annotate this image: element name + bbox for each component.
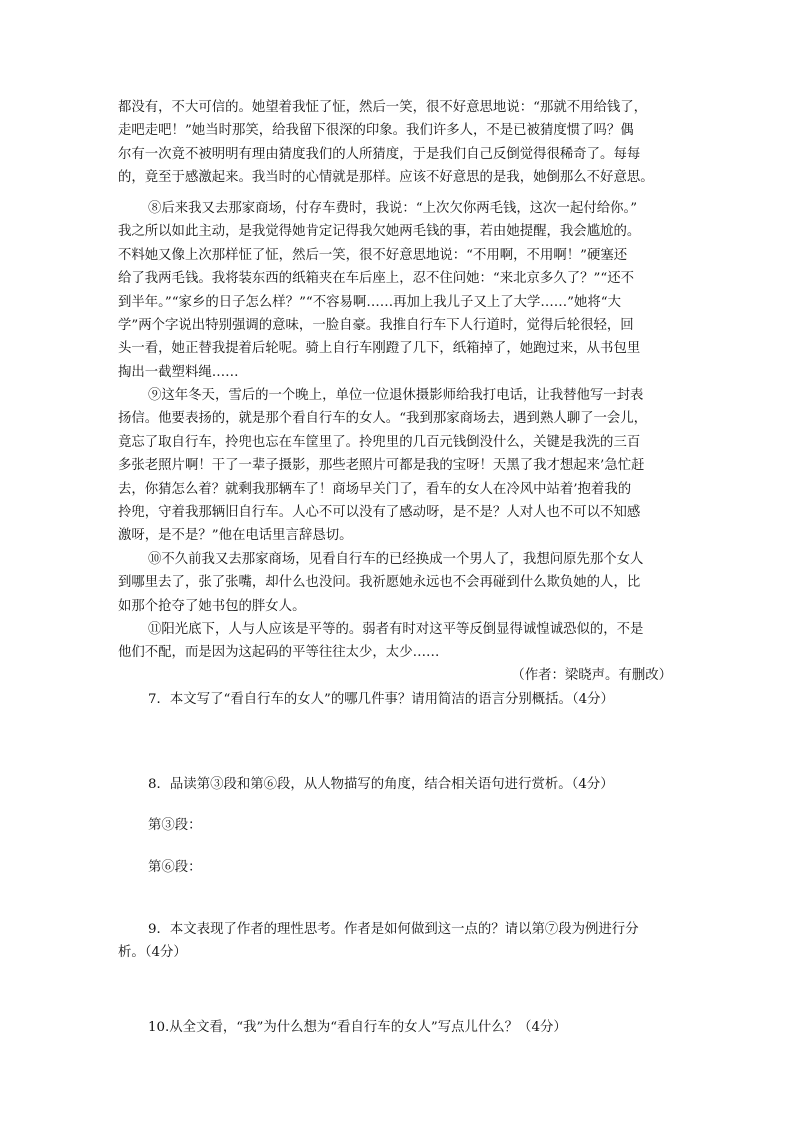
question-9 [118,918,688,965]
text-line: 竟忘了取自行车，拎兜也忘在车筐里了。拎兜里的几百元钱倒没什么，关键是我洗的三百 [118,434,641,450]
paragraph-10 [118,548,678,618]
author-credit: （作者：梁晓声。有删改） [511,668,672,683]
text-line: 多张老照片啊！干了一辈子摄影，那些老照片可都是我的宝呀！天黑了我才想起来’急忙赶 [118,458,645,474]
text-line: 到半年。”“家乡的日子怎么样？”“不容易啊……再加上我儿子又上了大学……”她将“大 [118,294,622,310]
text-line: 他们不配，而是因为这起码的平等往往太少，太少…… [118,645,440,661]
text-line: 析。（4分） [118,945,187,961]
text-line: 9．本文表现了作者的理性思考。作者是如何做到这一点的？请以第⑦段为例进行分 [148,922,639,937]
question-7: 7．本文写了“看自行车的女人”的哪几件事？请用简洁的语言分别概括。（4分） [148,692,614,707]
text-line: 给了我两毛钱。我将装东西的纸箱夹在车后座上，忍不住问她：“来北京多久了？”“还不 [118,271,634,287]
text-line: 尔有一次竟不被明明有理由猜度我们的人所猜度，于是我们自己反倒觉得很稀奇了。每每 [118,146,641,162]
text-line: ⑨这年冬天，雪后的一个晚上，单位一位退休摄影师给我打电话，让我替他写一封表 [148,388,644,403]
text-line: 扬信。他要表扬的，就是那个看自行车的女人。“我到那家商场去，遇到熟人聊了一会儿， [118,411,648,427]
text-line: ⑪阳光底下，人与人应该是平等的。弱者有时对这平等反倒显得诚惶诚恐似的，不是 [148,622,644,637]
text-line: 激呀，是不是？”他在电话里言辞恳切。 [118,528,353,544]
text-line: 去，你猜怎么着？就剩我那辆车了！商场早关门了，看车的女人在冷风中站着’抱着我的 [118,481,632,497]
text-line: 头一看，她正替我提着后轮呢。骑上自行车刚蹬了几下，纸箱掉了，她跑过来，从书包里 [118,341,641,357]
text-line: 掏出一截塑料绳…… [118,364,239,380]
question-10: 10.从全文看，“我”为什么想为“看自行车的女人”写点儿什么？（4分） [148,1020,567,1035]
text-line: 走吧走吧！”她当时那笑，给我留下很深的印象。我们许多人，不是已被猜度惯了吗？偶 [118,123,634,139]
text-line: 不料她又像上次那样怔了怔，然后一笑，很不好意思地说：“不用啊，不用啊！”硬塞还 [118,247,628,263]
text-line: 如那个抢夺了她书包的胖女人。 [118,598,306,614]
question-8-part-a: 第③段： [148,818,202,833]
text-line: 拎兜，守着我那辆旧自行车。人心不可以没有了感动呀，是不是？人对人也不可以不知感 [118,505,641,521]
text-line: 都没有，不大可信的。她望着我怔了怔，然后一笑，很不好意思地说：“那就不用给钱了， [118,100,648,115]
question-8: 8．品读第③段和第⑥段，从人物描写的角度，结合相关语句进行赏析。（4分） [148,777,614,792]
paragraph-8 [118,197,678,384]
question-8-part-b: 第⑥段： [148,860,202,875]
text-line: 到哪里去了，张了张嘴，却什么也没问。我祈愿她永远也不会再碰到什么欺负她的人，比 [118,575,641,591]
paragraph-7-end [118,96,678,190]
text-line: 我之所以如此主动，是我觉得她肯定记得我欠她两毛钱的事，若由她提醒，我会尴尬的。 [118,224,641,240]
text-line: 的，竟至于感激起来。我当时的心情就是那样。应该不好意思的是我，她倒那么不好意思。 [118,170,654,186]
text-line: 学”两个字说出特别强调的意味，一脸自豪。我推自行车下人行道时，觉得后轮很轻，回 [118,318,634,334]
paragraph-11 [118,618,678,665]
text-line: ⑧后来我又去那家商场，付存车费时，我说：“上次欠你两毛钱，这次一起付给你。” [148,201,638,216]
paragraph-9 [118,384,678,548]
text-line: ⑩不久前我又去那家商场，见看自行车的已经换成一个男人了，我想问原先那个女人 [148,552,644,567]
